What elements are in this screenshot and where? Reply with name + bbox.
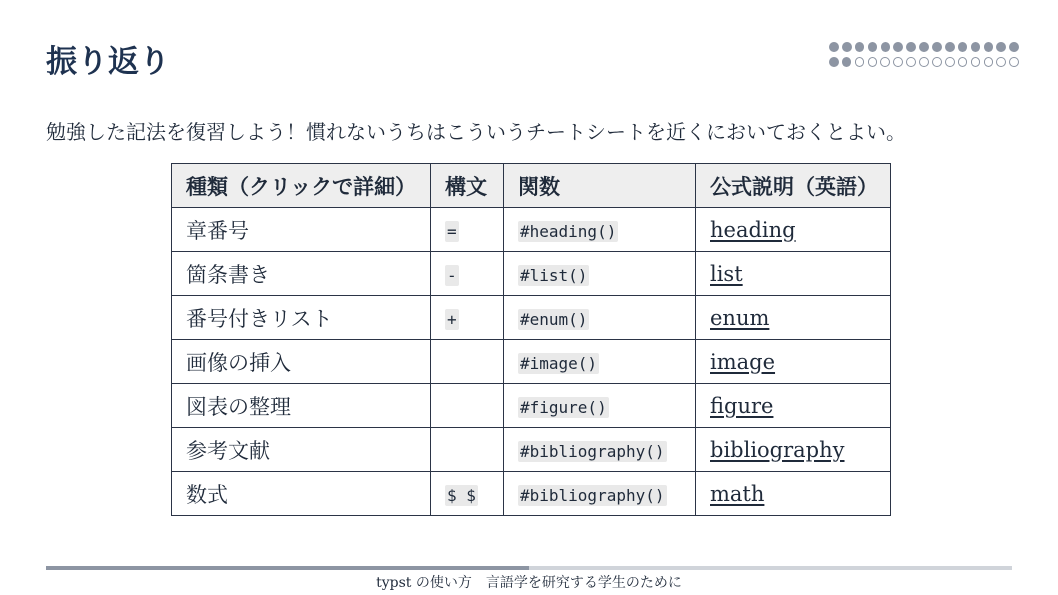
filled-dot [842, 42, 852, 52]
slide-title: 振り返り [46, 44, 170, 80]
cell-syntax [431, 340, 504, 384]
function-code: #list() [520, 265, 588, 285]
syntax-code: + [447, 309, 457, 329]
cell-docs [696, 208, 891, 252]
hollow-dot [996, 57, 1006, 67]
cell-docs [696, 384, 891, 428]
cell-kind: 図表の整理 [172, 384, 431, 428]
function-code: #figure() [520, 397, 607, 417]
function-code: #image() [520, 353, 598, 373]
filled-dot [829, 57, 839, 67]
cell-function [504, 208, 696, 252]
filled-dot [868, 42, 878, 52]
filled-dot [829, 42, 839, 52]
table-row [172, 340, 891, 384]
cell-kind: 箇条書き [172, 252, 431, 296]
progress-bar [46, 566, 1012, 570]
hollow-dot [1009, 57, 1019, 67]
hollow-dot [906, 57, 916, 67]
cell-function [504, 252, 696, 296]
cell-kind: 画像の挿入 [172, 340, 431, 384]
hollow-dot [880, 57, 890, 67]
cell-syntax [431, 252, 504, 296]
filled-dot [881, 42, 891, 52]
doc-link-math[interactable]: math [710, 481, 765, 506]
hollow-dot [855, 57, 865, 67]
hollow-dot [958, 57, 968, 67]
hollow-dot [945, 57, 955, 67]
table-row [172, 208, 891, 252]
header-syntax: 構文 [431, 164, 504, 208]
table-row [172, 252, 891, 296]
cell-function [504, 296, 696, 340]
hollow-dot [868, 57, 878, 67]
doc-link-list[interactable]: list [710, 261, 743, 286]
filled-dot [855, 42, 865, 52]
filled-dot [958, 42, 968, 52]
cell-docs [696, 296, 891, 340]
hollow-dot [984, 57, 994, 67]
cell-syntax [431, 428, 504, 472]
doc-link-heading[interactable]: heading [710, 217, 796, 242]
table-row [172, 296, 891, 340]
hollow-dot [893, 57, 903, 67]
header-kind: 種類（クリックで詳細） [172, 164, 431, 208]
doc-link-enum[interactable]: enum [710, 305, 770, 330]
cell-docs [696, 428, 891, 472]
filled-dot [984, 42, 994, 52]
function-code: #bibliography() [520, 485, 665, 505]
cell-function [504, 472, 696, 516]
cell-kind: 章番号 [172, 208, 431, 252]
dot-row [829, 42, 1019, 52]
function-code: #heading() [520, 221, 617, 241]
hollow-dot [971, 57, 981, 67]
cell-kind: 番号付きリスト [172, 296, 431, 340]
function-code: #enum() [520, 309, 588, 329]
filled-dot [906, 42, 916, 52]
table-body [172, 208, 891, 516]
cell-syntax [431, 296, 504, 340]
syntax-code: $ $ [447, 485, 476, 505]
hollow-dot [919, 57, 929, 67]
syntax-code: - [447, 265, 457, 285]
cell-function [504, 428, 696, 472]
footer-text: typst の使い方 言語学を研究する学生のために [376, 575, 682, 591]
cell-kind: 参考文献 [172, 428, 431, 472]
table-header-row [172, 164, 891, 208]
filled-dot [1009, 42, 1019, 52]
filled-dot [893, 42, 903, 52]
header-function: 関数 [504, 164, 696, 208]
cell-docs [696, 252, 891, 296]
cell-docs [696, 472, 891, 516]
cell-docs [696, 340, 891, 384]
cell-syntax [431, 208, 504, 252]
cell-function [504, 340, 696, 384]
cell-syntax [431, 472, 504, 516]
table-row [172, 384, 891, 428]
intro-text: 勉強した記法を復習しよう！慣れないうちはこういうチートシートを近くにおいておくとよい。 [46, 120, 906, 144]
progress-fill [46, 566, 529, 570]
filled-dot [919, 42, 929, 52]
table-row [172, 472, 891, 516]
cell-function [504, 384, 696, 428]
doc-link-bibliography[interactable]: bibliography [710, 437, 845, 462]
filled-dot [971, 42, 981, 52]
table-row [172, 428, 891, 472]
filled-dot [996, 42, 1006, 52]
decorative-dots [829, 42, 1019, 72]
filled-dot [945, 42, 955, 52]
syntax-code: = [447, 221, 457, 241]
filled-dot [932, 42, 942, 52]
function-code: #bibliography() [520, 441, 665, 461]
cell-kind: 数式 [172, 472, 431, 516]
cell-syntax [431, 384, 504, 428]
doc-link-figure[interactable]: figure [710, 393, 774, 418]
filled-dot [842, 57, 852, 67]
doc-link-image[interactable]: image [710, 349, 776, 374]
hollow-dot [932, 57, 942, 67]
dot-row [829, 57, 1019, 67]
header-docs: 公式説明（英語） [696, 164, 891, 208]
cheat-sheet-table [171, 163, 891, 516]
